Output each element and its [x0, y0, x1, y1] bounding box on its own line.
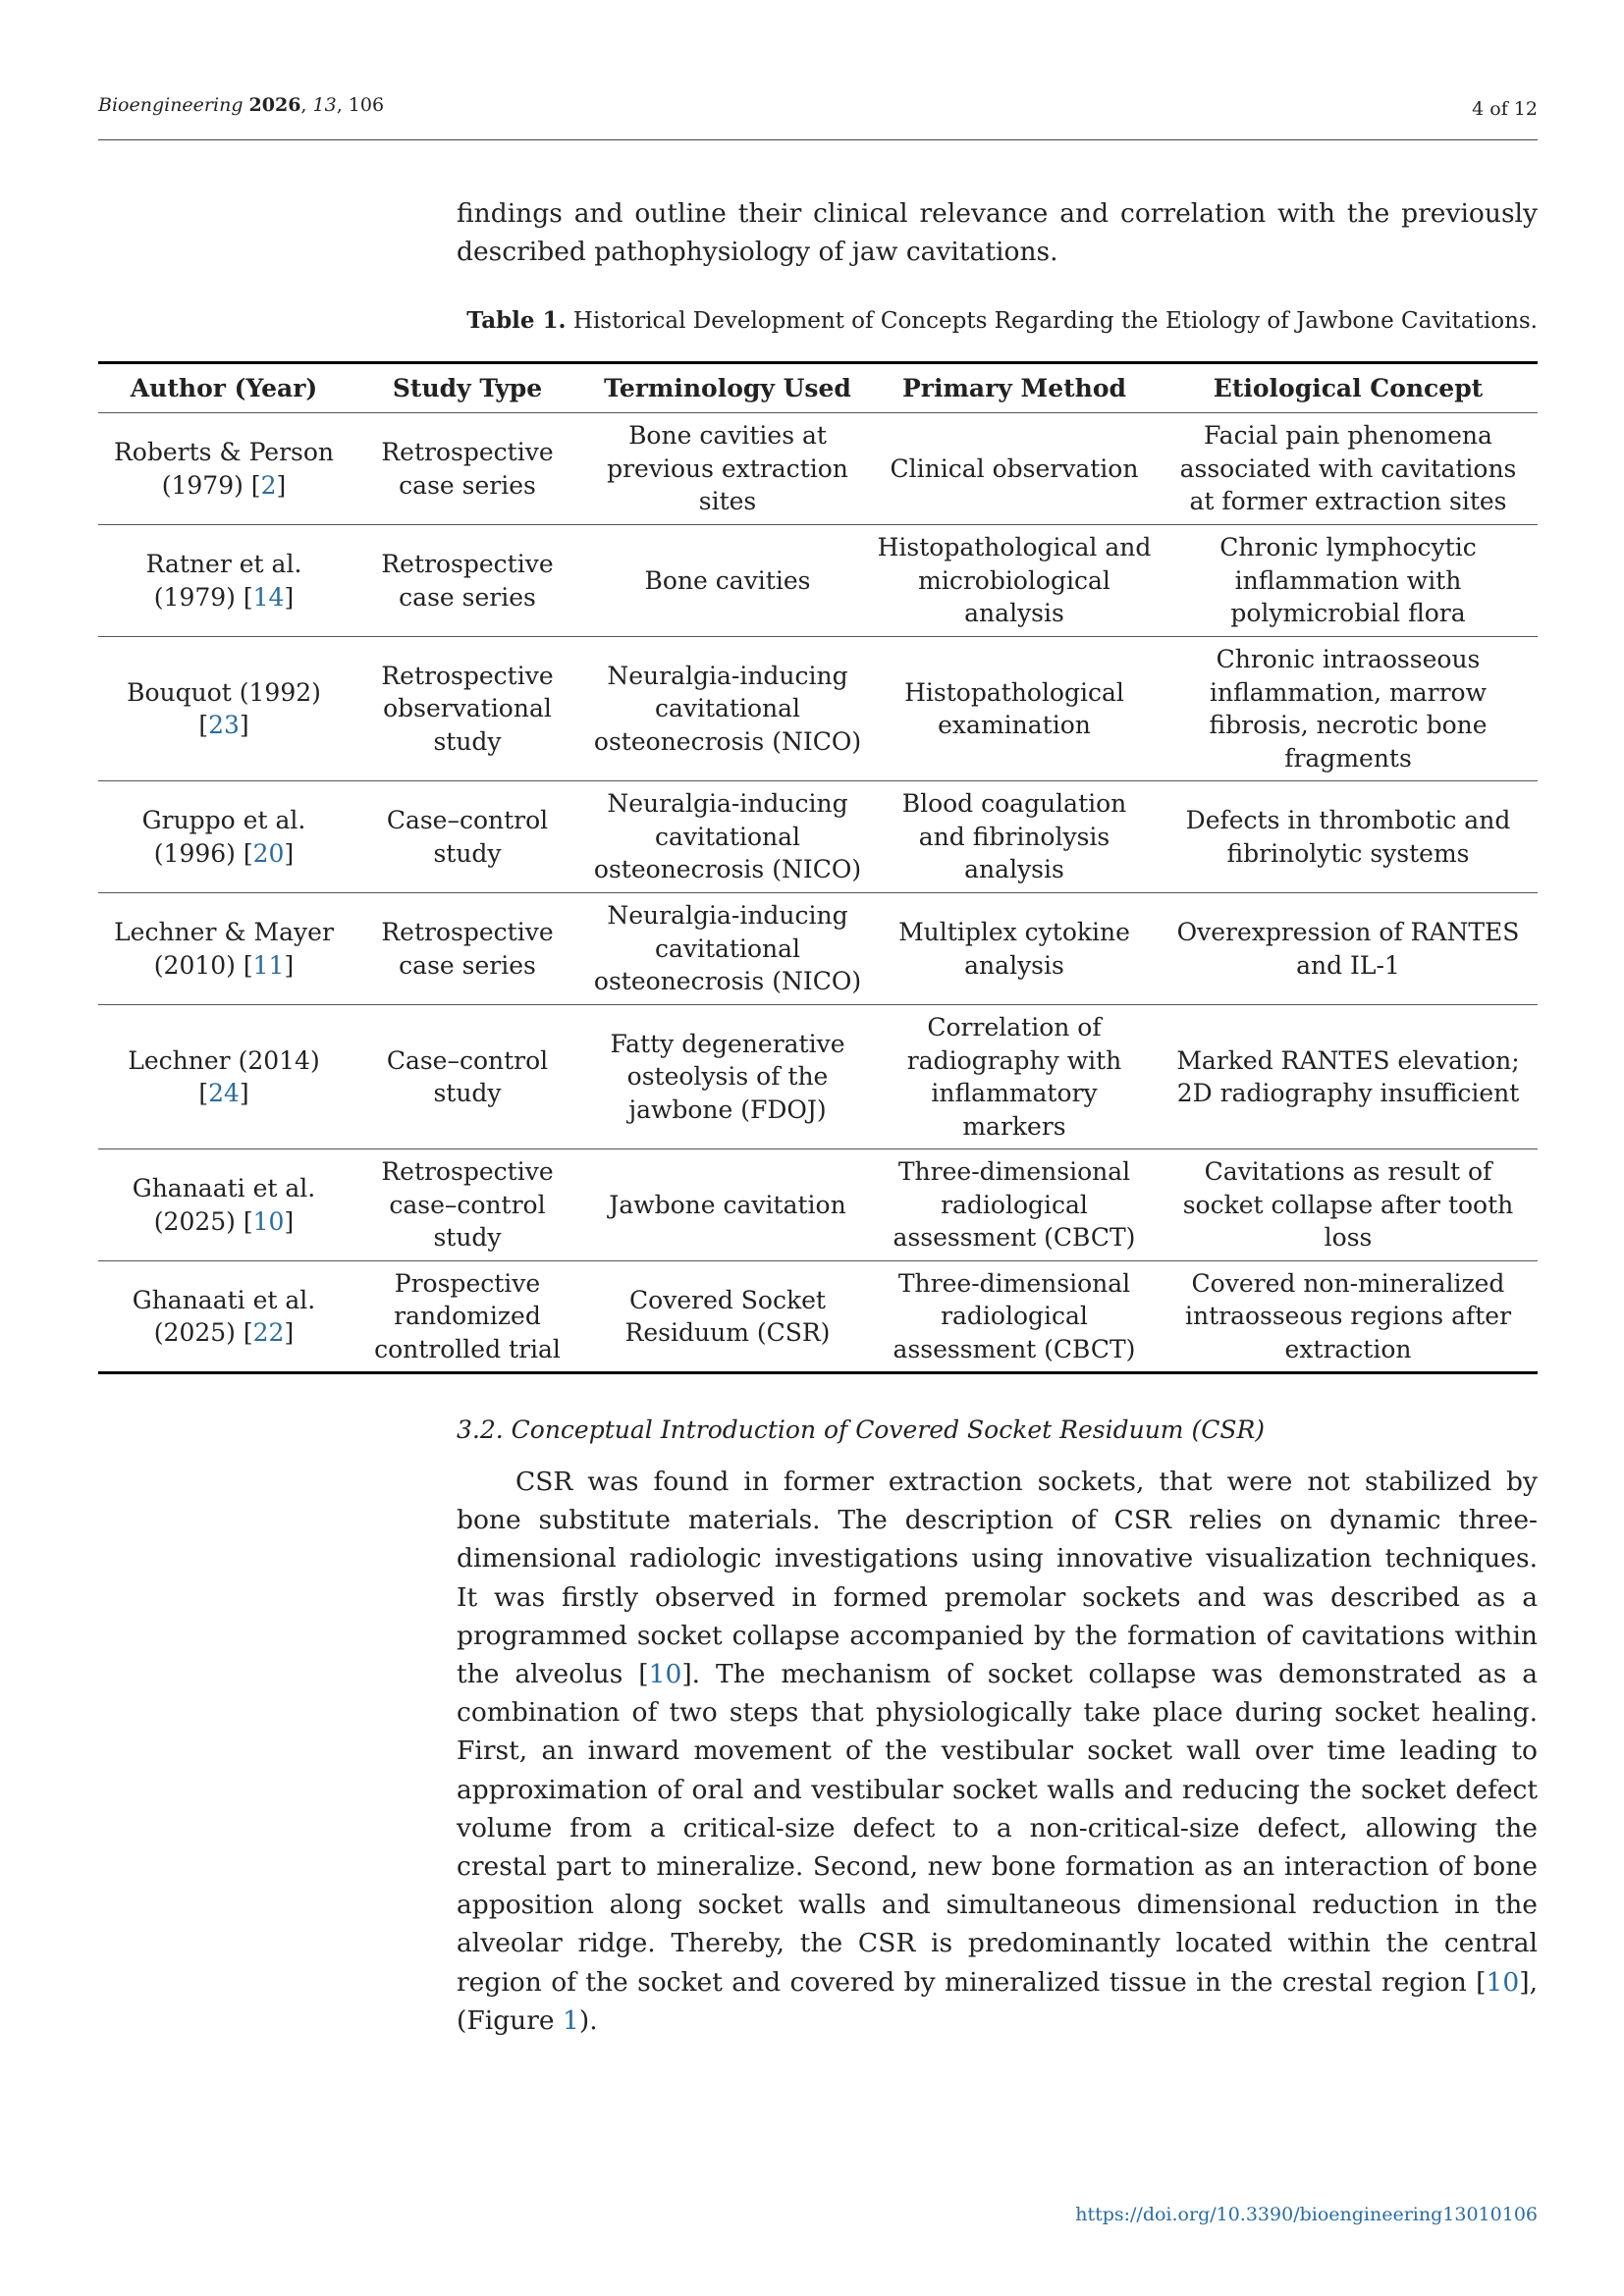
cell-terminology: Bone cavities at previous extraction sites	[585, 413, 870, 525]
cell-method: Three-dimensional radiological assessment (CBCT)	[870, 1149, 1159, 1261]
table-row	[98, 1149, 1538, 1261]
cell-method: Clinical observation	[870, 413, 1159, 525]
cell-concept: Cavitations as result of socket collapse after tooth loss	[1159, 1149, 1538, 1261]
cell-study-type: Retrospective observational study	[350, 637, 585, 781]
section-heading: 3.2. Conceptual Introduction of Covered Socket Residuum (CSR)	[457, 1415, 1266, 1444]
article-number: 106	[348, 94, 385, 116]
header-etiological-concept: Etiological Concept	[1159, 363, 1538, 413]
cell-author: Lechner (2014) [24]	[98, 1005, 350, 1149]
page-number: 4 of 12	[1472, 98, 1538, 120]
journal-name: Bioengineering	[98, 94, 244, 116]
cell-study-type: Case–control study	[350, 781, 585, 893]
citation-link[interactable]: 24	[208, 1079, 240, 1107]
cell-terminology: Jawbone cavitation	[585, 1149, 870, 1261]
citation-link[interactable]: 2	[260, 470, 277, 500]
table-row	[98, 525, 1538, 637]
citation-link[interactable]: 10	[648, 1659, 682, 1690]
citation-link[interactable]: 23	[208, 711, 240, 739]
cell-study-type: Retrospective case series	[350, 413, 585, 525]
table-caption-label: Table 1.	[466, 307, 567, 334]
cell-study-type: Prospective randomized controlled trial	[374, 1268, 561, 1363]
cell-author: Ghanaati et al. (2025) [22]	[132, 1285, 316, 1347]
cell-terminology: Bone cavities	[585, 525, 870, 637]
cell-author: Ratner et al. (1979) [14]	[98, 525, 350, 637]
cell-method: Three-dimensional radiological assessment (CBCT)	[893, 1268, 1136, 1363]
cell-terminology: Neuralgia-inducing cavitational osteonecrosis (NICO)	[585, 893, 870, 1005]
cell-terminology: Fatty degenerative osteolysis of the jawbone (FDOJ)	[585, 1005, 870, 1149]
cell-terminology: Covered Socket Residuum (CSR)	[624, 1285, 831, 1347]
header-study-type: Study Type	[350, 363, 585, 413]
citation-link[interactable]: 10	[1486, 1966, 1520, 1998]
cell-concept: Covered non-mineralized intraosseous regions after extraction	[1184, 1268, 1512, 1363]
cell-concept: Facial pain phenomena associated with cavitations at former extraction sites	[1159, 413, 1538, 525]
journal-year: 2026	[248, 94, 301, 116]
citation-link[interactable]: 20	[252, 838, 285, 868]
intro-paragraph: findings and outline their clinical relevance and correlation with the previously described pathophysiology of jaw cavitations.	[457, 198, 1538, 268]
cell-concept: Chronic intraosseous inflammation, marrow fibrosis, necrotic bone fragments	[1159, 637, 1538, 781]
citation-link[interactable]: 22	[252, 1318, 285, 1347]
cell-study-type: Case–control study	[350, 1005, 585, 1149]
table-row	[98, 1261, 1538, 1373]
figure-link[interactable]: 1	[563, 2004, 579, 2036]
body-paragraph: CSR was found in former extraction sockets, that were not stabilized by bone substitute materials. The description of CSR relies on dynamic three-dimensional radiologic investigations using innovative visualization techniques. It was firstly observed in formed premolar sockets and was described as a programmed socket collapse accompanied by the formation of cavitations within the alveolus [10]. The mechanism of socket collapse was demonstrated as a combination of two steps that physiologically take place during socket healing. First, an inward movement of the vestibular socket wall over time leading to approximation of oral and vestibular socket walls and reducing the socket defect volume from a critical-size defect to a non-critical-size defect, allowing the crestal part to mineralize. Second, new bone formation as an interaction of bone apposition along socket walls and simultaneous dimensional reduction in the alveolar ridge. Thereby, the CSR is predominantly located within the central region of the socket and covered by mineralized tissue in the crestal region [10], (Figure 1).	[457, 1467, 1539, 2036]
table-row	[98, 413, 1538, 525]
header-author-year: Author (Year)	[98, 363, 350, 413]
cell-method: Correlation of radiography with inflammatory markers	[870, 1005, 1159, 1149]
cell-method: Multiplex cytokine analysis	[870, 893, 1159, 1005]
table-row	[98, 781, 1538, 893]
cell-method: Histopathological examination	[870, 637, 1159, 781]
cell-method: Histopathological and microbiological analysis	[870, 525, 1159, 637]
citation-link[interactable]: 10	[252, 1206, 285, 1236]
cell-author: Bouquot (1992) [23]	[98, 637, 350, 781]
cell-concept: Overexpression of RANTES and IL-1	[1159, 893, 1538, 1005]
cell-concept: Chronic lymphocytic inflammation with polymicrobial flora	[1159, 525, 1538, 637]
header-terminology: Terminology Used	[585, 363, 870, 413]
cell-concept: Defects in thrombotic and fibrinolytic systems	[1159, 781, 1538, 893]
cell-author: Gruppo et al. (1996) [20]	[98, 781, 350, 893]
cell-study-type: Retrospective case–control study	[350, 1149, 585, 1261]
doi-link[interactable]: https://doi.org/10.3390/bioengineering13010106	[1075, 2204, 1538, 2225]
cell-author: Ghanaati et al. (2025) [10]	[98, 1149, 350, 1261]
running-header	[98, 94, 1538, 140]
cell-author: Lechner & Mayer (2010) [11]	[98, 893, 350, 1005]
cell-study-type: Retrospective case series	[350, 525, 585, 637]
cell-terminology: Neuralgia-inducing cavitational osteonecrosis (NICO)	[585, 781, 870, 893]
table-caption-text: Historical Development of Concepts Regarding the Etiology of Jawbone Cavitations.	[572, 308, 1538, 334]
etiology-table	[98, 361, 1538, 1374]
citation-link[interactable]: 11	[252, 950, 285, 980]
journal-volume: 13	[312, 94, 337, 116]
cell-terminology: Neuralgia-inducing cavitational osteonecrosis (NICO)	[585, 637, 870, 781]
table-row	[98, 1005, 1538, 1149]
cell-concept: Marked RANTES elevation; 2D radiography insufficient	[1159, 1005, 1538, 1149]
cell-study-type: Retrospective case series	[350, 893, 585, 1005]
citation-link[interactable]: 14	[252, 582, 285, 612]
header-primary-method: Primary Method	[870, 363, 1159, 413]
table-caption	[457, 306, 1538, 336]
table-row	[98, 893, 1538, 1005]
table-row	[98, 637, 1538, 781]
cell-author: Roberts & Person (1979) [2]	[98, 413, 350, 525]
table-header-row	[98, 363, 1538, 413]
cell-method: Blood coagulation and fibrinolysis analysis	[870, 781, 1159, 893]
journal-citation: Bioengineering 2026, 13, 106	[98, 94, 385, 116]
